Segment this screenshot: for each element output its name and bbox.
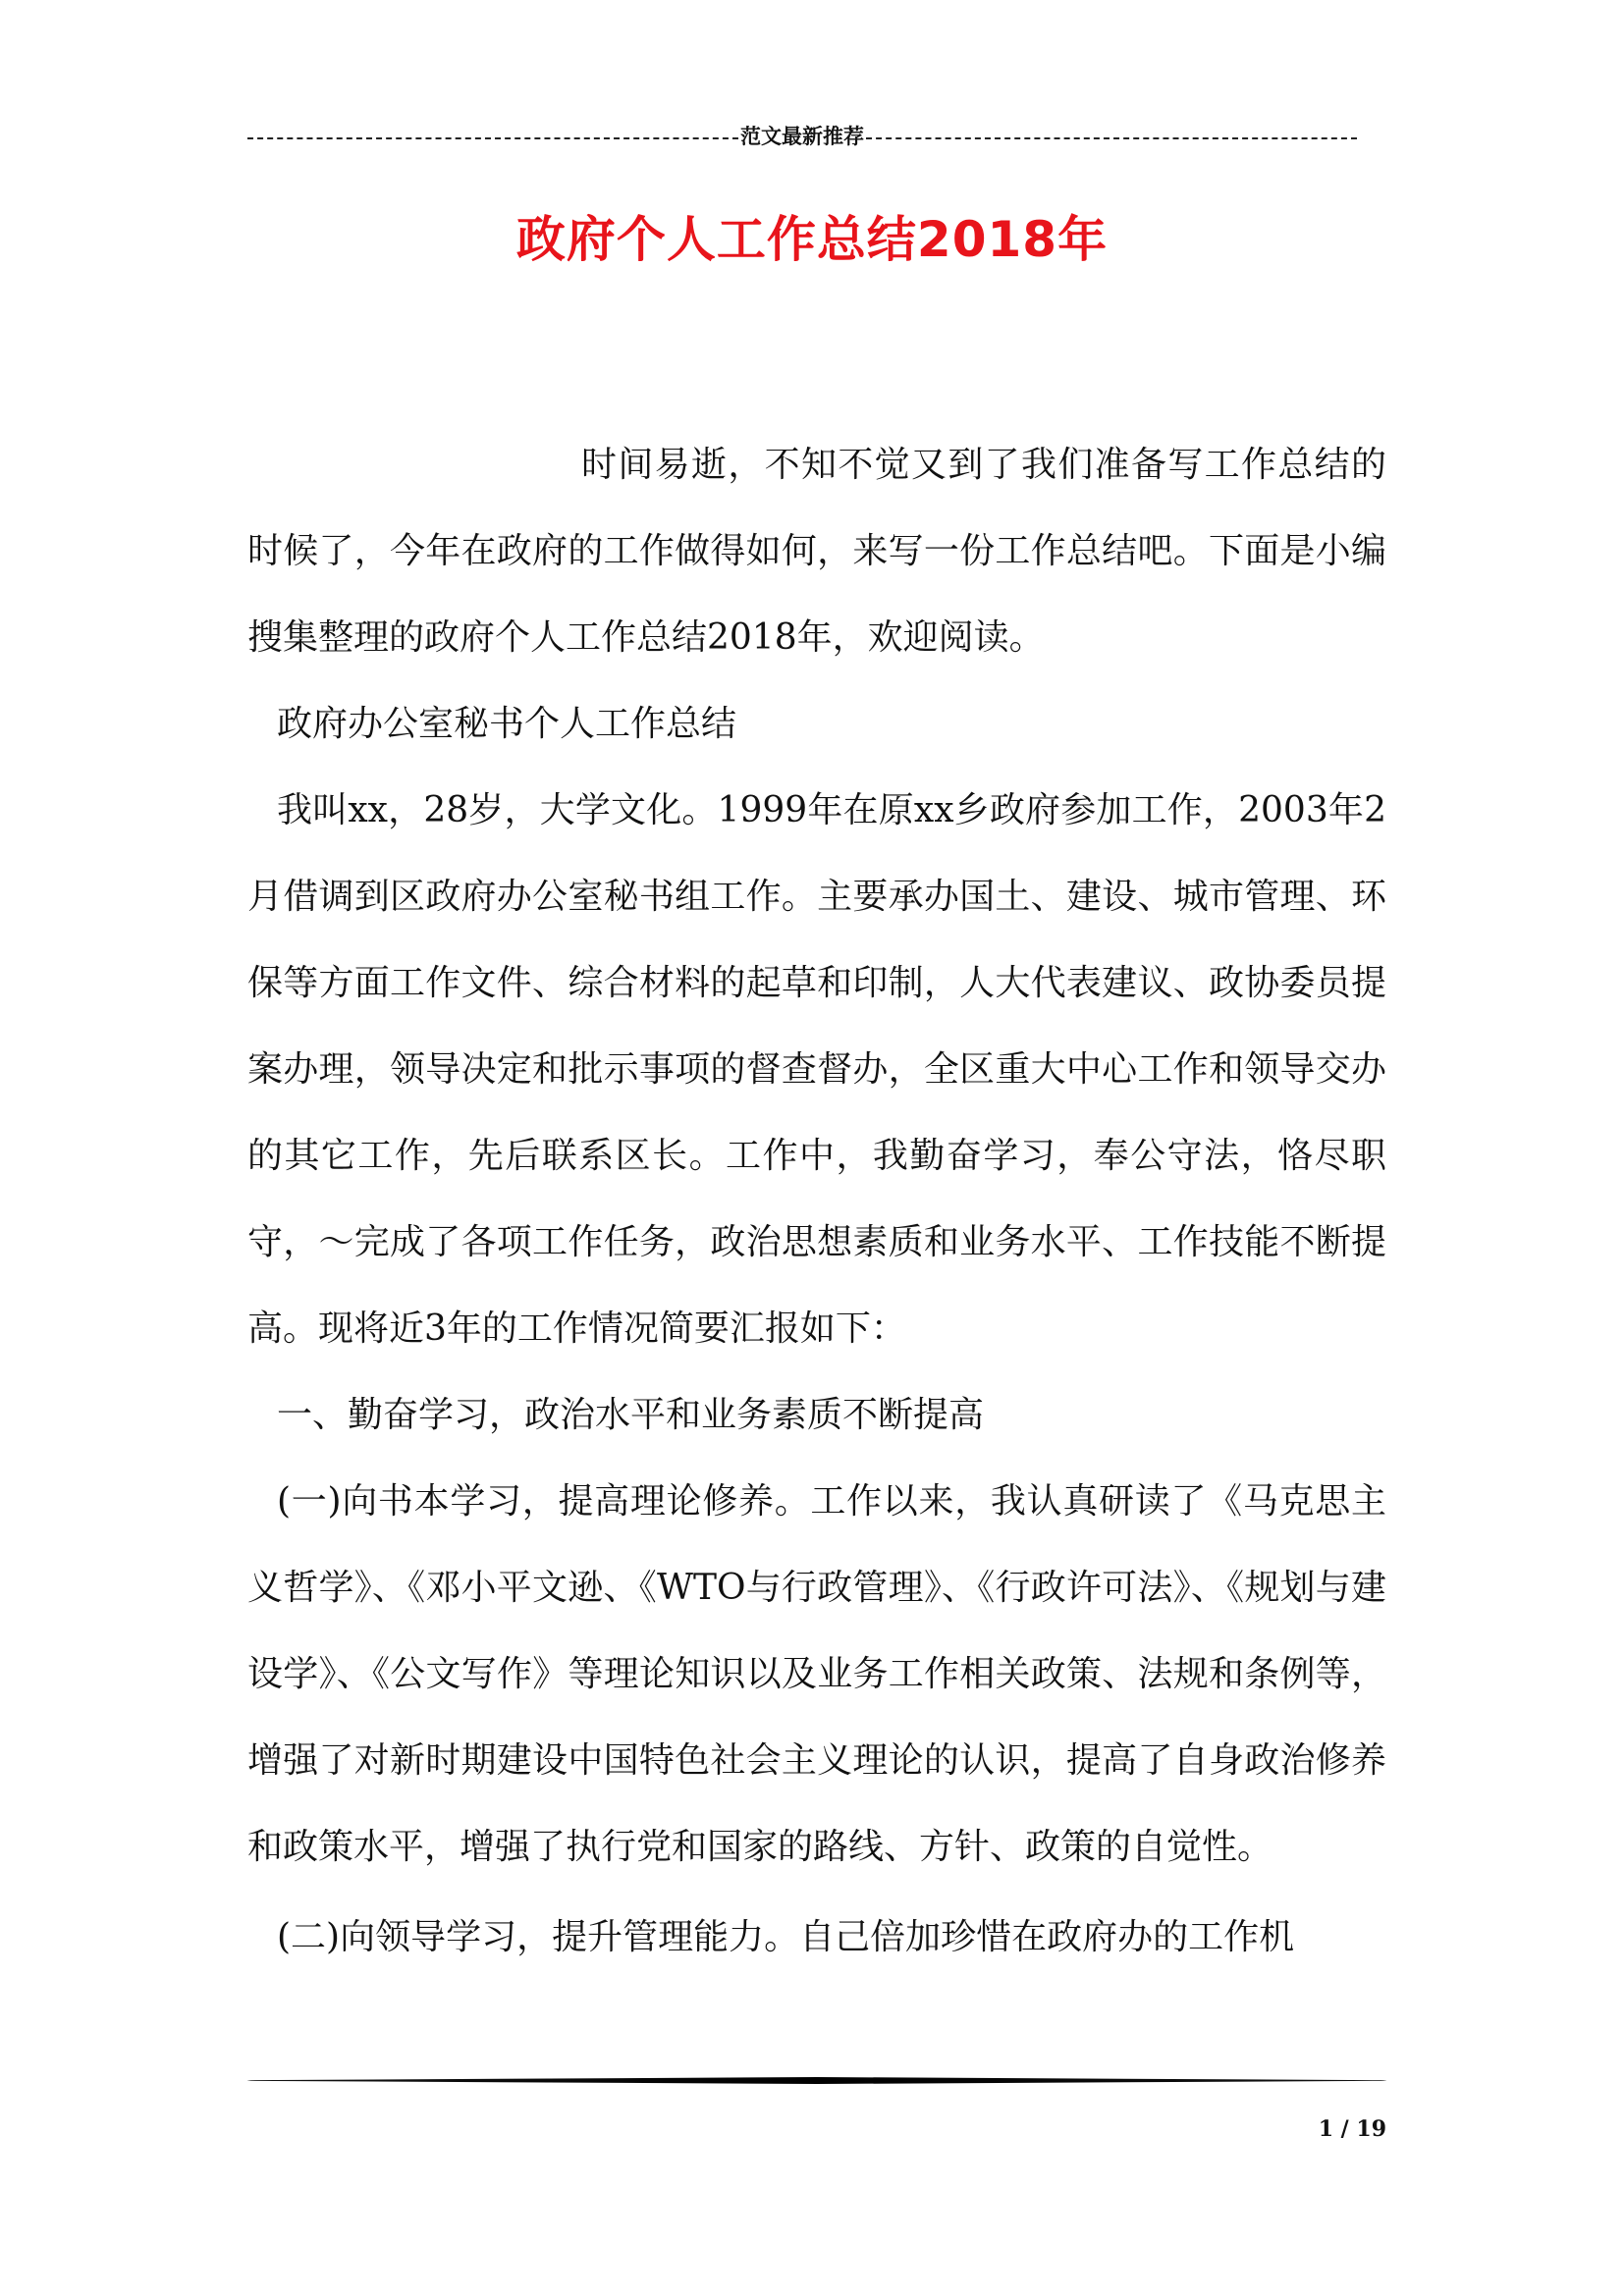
document-body [247, 422, 1386, 1981]
header-dashed-rule-right [866, 137, 1357, 139]
body-paragraph: (二)向领导学习，提升管理能力。自己倍加珍惜在政府办的工作机 [277, 1917, 1295, 1957]
header-text: 范文最新推荐 [740, 125, 864, 148]
page-header [247, 116, 1357, 155]
footer-rule [247, 2077, 1386, 2084]
body-paragraph: 我叫xx，28岁，大学文化。1999年在原xx乡政府参加工作，2003年2月借调到区政府办公室秘书组工作。主要承办国土、建设、城市管理、环保等方面工作文件、综合材料的起草和印制，人大代表建议、政协委员提案办理，领导决定和批示事项的督查督办，全区重大中心工作和领导交办的其它工作，先后联系区长。工作中，我勤奋学习，奉公守法，恪尽职守，～完成了各项工作任务，政治思想素质和业务水平、工作技能不断提高。现将近3年的工作情况简要汇报如下： [247, 790, 1386, 1349]
page-number: 1 / 19 [1318, 2116, 1386, 2142]
subsection-heading: 一、勤奋学习，政治水平和业务素质不断提高 [277, 1395, 985, 1435]
document-title: 政府个人工作总结2018年 [515, 211, 1109, 268]
header-dashed-rule-left [247, 137, 738, 139]
body-paragraph: (一)向书本学习，提高理论修养。工作以来，我认真研读了《马克思主义哲学》、《邓小平文逊、《WTO与行政管理》、《行政许可法》、《规划与建设学》、《公文写作》等理论知识以及业务工作相关政策、法规和条例等，增强了对新时期建设中国特色社会主义理论的认识，提高了自身政治修养和政策水平，增强了执行党和国家的路线、方针、政策的自觉性。 [247, 1481, 1386, 1867]
intro-paragraph: 时间易逝，不知不觉又到了我们准备写工作总结的时候了，今年在政府的工作做得如何，来写一份工作总结吧。下面是小编搜集整理的政府个人工作总结2018年，欢迎阅读。 [247, 445, 1386, 658]
section-heading: 政府办公室秘书个人工作总结 [277, 704, 737, 744]
